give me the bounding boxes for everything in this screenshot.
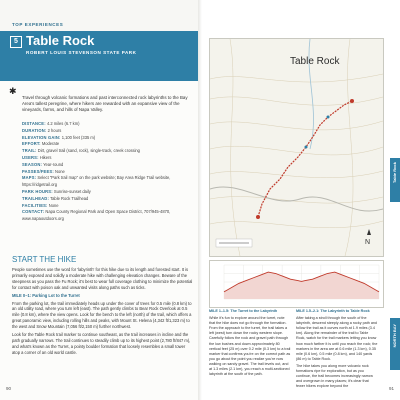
fact-row: EFFORT: Moderate <box>22 141 60 147</box>
book-gutter <box>198 0 202 400</box>
fact-row: USERS: Hikers <box>22 154 52 160</box>
body-paragraph: People sometimes use the word for 'labyrinth' for this hike due to its length and forested start. It is primarily exposed and solidly a moderate hike with challenging elevation changes. Beware of the steepness as you pass the Fu Rock; it's best to wear full coverage clothing to minimize the potential for contact with poison oak and unwanted visits along paths such as ticks. <box>12 267 193 290</box>
fact-row: TRAIL: Dirt, gravel trail (sand, rock), single-track, creek crossing <box>22 148 140 154</box>
trail-map-graphic <box>210 39 383 256</box>
page-number-left: 90 <box>6 386 12 391</box>
hike-title: Table Rock <box>26 33 95 48</box>
right-column-2 <box>296 309 378 391</box>
elevation-profile-chart <box>210 261 383 307</box>
fact-row: CONTACT: Napa County Regional Park and Open Space District, 707/945-4870, www.napaoutdoors.org <box>22 209 171 222</box>
fact-row: DURATION: 2 hours <box>22 127 62 133</box>
fact-row: SEASON: Year-round <box>22 161 64 167</box>
body-paragraph: From the parking lot, the trail immediately heads up under the cover of trees for 0.5 mile (0.8 km) to an old utility road, where you turn left (east). The path gently climbs to Bear Rock Overlook at 0.5 mile (0.8 km), where the view opens. Look for the bench to the left (north) of the trail, which offers a great panoramic view, including rolling hills and peaks, with Mount St. Helena (4,342 ft/1,323 m) to the west and Snow Mountain (7,056 ft/2,150 m) further northwest. <box>12 300 192 330</box>
star-icon: ✱ <box>9 86 17 96</box>
mile-heading: MILE 0–1: Parking Lot to the Turret <box>12 292 80 298</box>
hike-subtitle: ROBERT LOUIS STEVENSON STATE PARK <box>26 50 137 55</box>
fact-row: ELEVATION GAIN: 1,100 feet (335 m) <box>22 134 96 140</box>
fact-row: FACILITIES: None <box>22 202 59 208</box>
mile-section <box>209 309 291 314</box>
body-paragraph: While it's fun to explore around the turret, note that the hike does not go through the formation. From the approach to the turret, the trail takes a left (west) turn down the rocky western slope. Carefully follow the rock and gravel path through the low bushes and down approximately 80 vertical feet (25 m) over 0.2 mile (0.3 km) to a trail marker that confirms you're on the correct path as you go about the point you realize you're now walking on sandy gravel. The trail levels out, and at 1.3 miles (2.1 km), you reach a multi-sectioned labyrinth at the south of the path. <box>209 316 291 377</box>
intro-text: Travel through volcanic formations and past interconnected rock labyrinths to the Bay Area's tallest peregrine, where hikers are rewarded with an expansive view of the vineyards, farms, and hills of Napa Valley. <box>22 95 188 112</box>
mile-heading: MILE 1–1.5: The Turret to the Labyrinth <box>209 309 278 313</box>
trailhead-marker <box>256 215 260 219</box>
table-rock-marker <box>350 99 354 103</box>
mile-section <box>296 309 378 314</box>
fact-row: PASSES/FEES: None <box>22 168 65 174</box>
section-heading: START THE HIKE <box>12 255 77 264</box>
fact-list <box>22 121 192 223</box>
trail-map <box>209 38 384 257</box>
fact-row: TRAILHEAD: Table Rock Trailhead <box>22 195 89 201</box>
body-paragraph: Look for the Table Rock trail marker to continue southeast, as the trail increases in incline and the path gradually narrows. The trail continues to steadily climb up to its highest point (2,780 ft/847 m), and what's known as the Turret, a pointy boulder formation that loosely resembles a small tower atop a corner of an old world castle. <box>12 332 191 355</box>
svg-text:N: N <box>365 239 371 246</box>
section-eyebrow: TOP EXPERIENCES <box>12 22 64 27</box>
side-tab-hike: Table Rock <box>390 158 400 202</box>
mile-section <box>12 293 194 299</box>
map-title: Table Rock <box>290 56 340 67</box>
fact-row: DISTANCE: 4.2 miles (6.7 km) <box>22 121 80 126</box>
header-band <box>0 0 200 32</box>
elevation-profile <box>209 260 384 308</box>
body-paragraph: The hike takes you along more volcanic rock formations ripe for exploration, but as you continue, the trail becomes increasingly narrow and overgrown in many places; it's clear that fewer hikers explore beyond the <box>296 363 373 389</box>
mile-heading: MILE 1.5–2.1: The Labyrinth to Table Rock <box>296 309 370 313</box>
left-body <box>12 255 194 358</box>
fact-row: MAPS: Select "Park trail map" on the park website; Bay Area Ridge Trail website, https://ridgetrail.org <box>22 175 171 188</box>
hike-number-badge: 5 <box>10 36 22 48</box>
body-paragraph: After taking a stroll through the south of the labyrinth, descend steeply along a rocky path and follow the trail as it curves north at 1.9 miles (3.4 km). Along the remainder of the trail to Table Rock, watch for the trail markers letting you know how much farther it is until you reach the rock; the markers in the area are at 0.6 mile (1.3 km), 0.35 mile (0.6 km), 0.5 mile (0.8 km), and 140 yards (86 m) to Table Rock. <box>296 316 378 361</box>
right-column-1 <box>209 309 291 379</box>
fact-row: PARK HOURS: Sunrise-sunset daily <box>22 188 91 194</box>
page-number-right: 91 <box>388 386 394 391</box>
side-tab-region: NORTH BAY <box>390 318 400 370</box>
